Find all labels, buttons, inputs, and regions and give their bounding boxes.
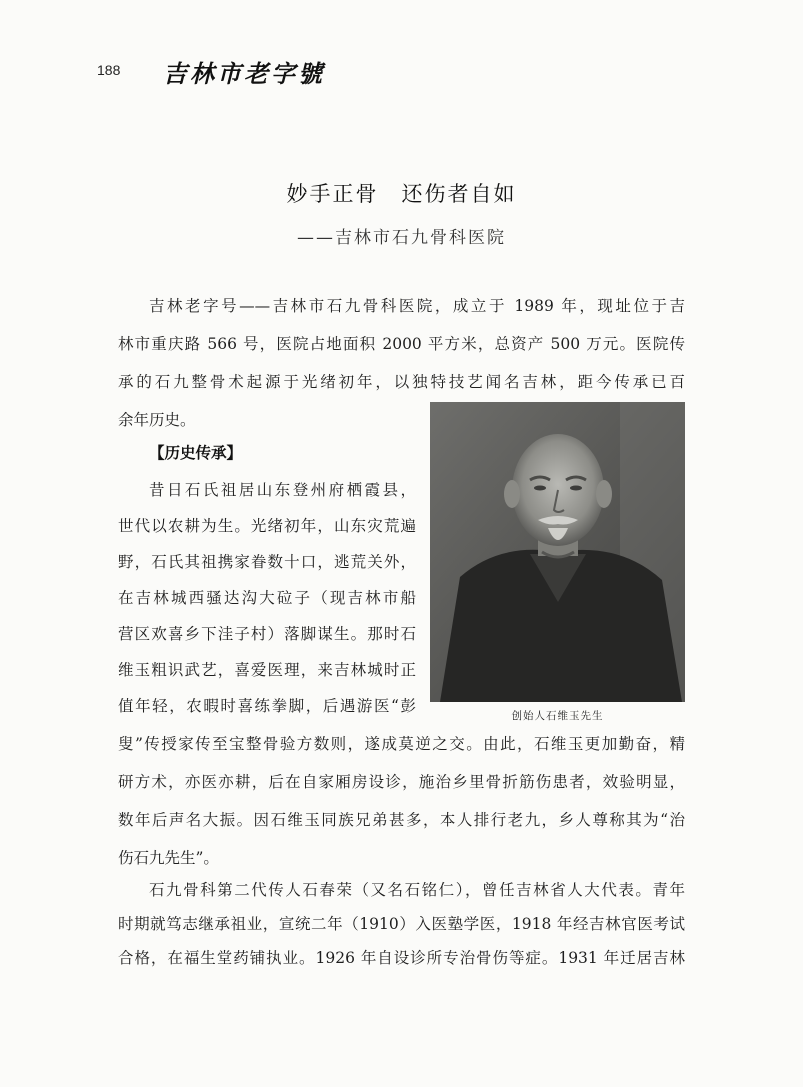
body-line: 数年后声名大振。因石维玉同族兄弟甚多，本人排行老九，乡人尊称其为“治: [118, 811, 685, 829]
photo-caption: 创始人石维玉先生: [511, 710, 604, 722]
body-line: 维玉粗识武艺，喜爱医理，来吉林城时正: [118, 661, 416, 679]
body-line: 时期就笃志继承祖业，宣统二年（1910）入医塾学医，1918 年经吉林官医考试: [118, 915, 685, 933]
body-line: 承的石九整骨术起源于光绪初年，以独特技艺闻名吉林，距今传承已百: [118, 373, 685, 391]
body-line: 余年历史。: [118, 411, 196, 429]
body-line: 合格，在福生堂药铺执业。1926 年自设诊所专治骨伤等症。1931 年迁居吉林: [118, 949, 685, 967]
article-title: 妙手正骨 还伤者自如: [286, 182, 517, 206]
running-header-title: 吉林市老字號: [163, 59, 325, 88]
portrait-illustration: [430, 402, 685, 702]
body-line: 吉林老字号——吉林市石九骨科医院，成立于 1989 年，现址位于吉: [149, 297, 685, 315]
body-line: 在吉林城西骚达沟大砬子（现吉林市船: [118, 589, 416, 607]
body-line: 野，石氏其祖携家眷数十口，逃荒关外，: [118, 553, 416, 571]
body-line: 石九骨科第二代传人石春荣（又名石铭仁），曾任吉林省人大代表。青年: [149, 881, 685, 899]
body-line: 世代以农耕为生。光绪初年，山东灾荒遍: [118, 517, 416, 535]
body-line: 伤石九先生”。: [118, 849, 219, 867]
founder-portrait-photo: [430, 402, 685, 702]
section-heading: 【历史传承】: [149, 444, 243, 462]
body-line: 营区欢喜乡下洼子村）落脚谋生。那时石: [118, 625, 416, 643]
body-line: 昔日石氏祖居山东登州府栖霞县，: [149, 481, 416, 499]
page-number: 188: [97, 62, 121, 78]
body-line: 研方术，亦医亦耕，后在自家厢房设诊，施治乡里骨折筋伤患者，效验明显，: [118, 773, 685, 791]
body-line: 林市重庆路 566 号，医院占地面积 2000 平方米，总资产 500 万元。医院传: [118, 335, 685, 353]
body-line: 叟”传授家传至宝整骨验方数则，遂成莫逆之交。由此，石维玉更加勤奋，精: [118, 735, 685, 753]
body-line: 值年轻，农暇时喜练拳脚，后遇游医“彭: [118, 697, 416, 715]
article-subtitle: ——吉林市石九骨科医院: [297, 228, 506, 248]
